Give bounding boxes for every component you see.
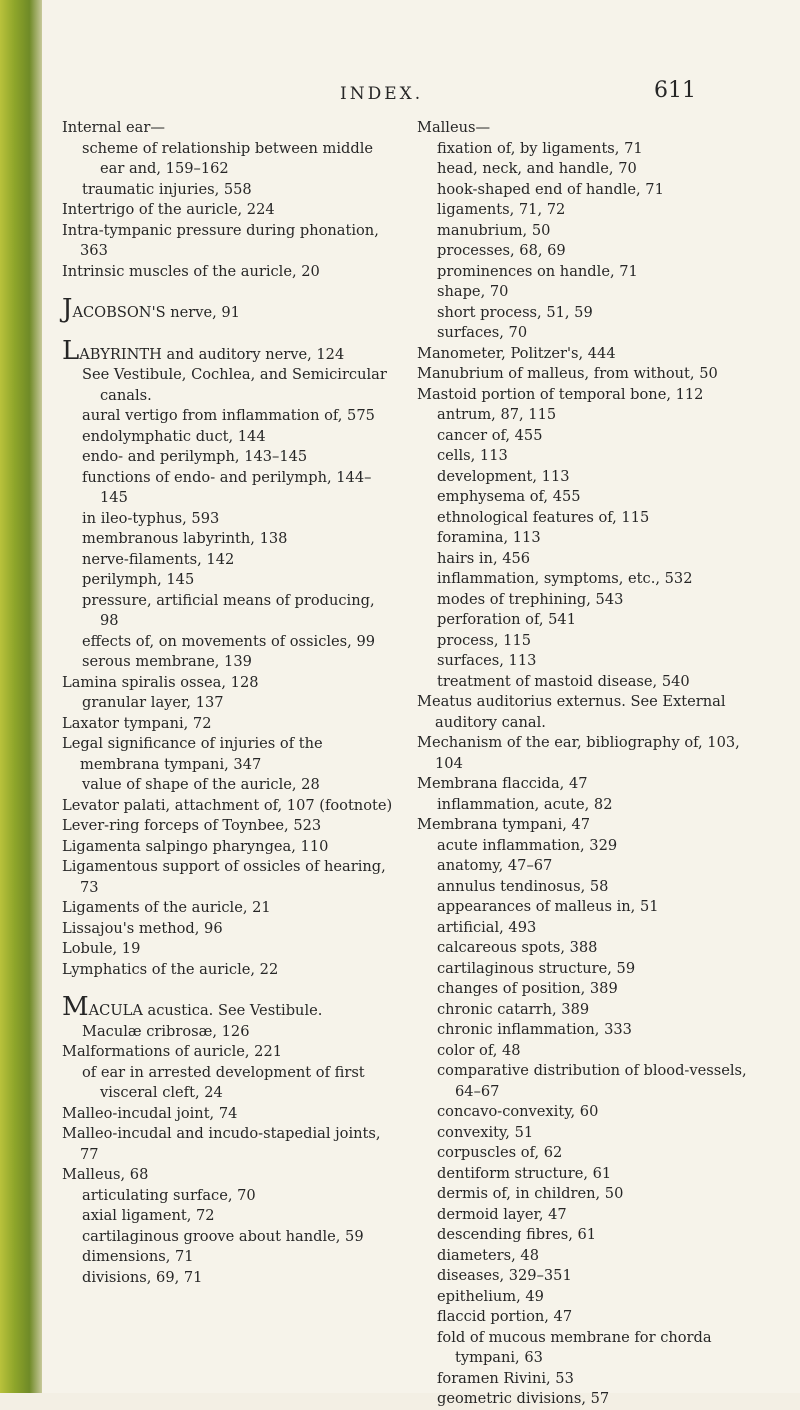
index-subentry: endo- and perilymph, 143–145	[82, 448, 308, 465]
index-subentry: surfaces, 113	[437, 652, 537, 669]
index-subentry: perilymph, 145	[82, 571, 195, 588]
index-subentry: appearances of malleus in, 51	[437, 898, 659, 915]
index-subentry: concavo-convexity, 60	[437, 1103, 599, 1120]
index-entry: Intertrigo of the auricle, 224	[62, 201, 275, 218]
index-subentry: scheme of relationship between middle ear and, 159–162	[82, 139, 374, 177]
index-entry: Malformations of auricle, 221	[62, 1043, 283, 1060]
index-subentry: modes of trephining, 543	[437, 590, 624, 608]
index-subentry: dermoid layer, 47	[437, 1205, 567, 1223]
index-entry: Lamina spiralis ossea, 128	[62, 673, 259, 691]
index-subentry: corpuscles of, 62	[437, 1144, 563, 1161]
index-entry	[62, 992, 397, 1022]
index-subentry: antrum, 87, 115	[437, 406, 557, 423]
index-entry: Legal significance of injuries of the membrana tympani, 347	[62, 735, 323, 773]
index-column-right	[417, 118, 752, 1410]
index-subentry: cartilaginous groove about handle, 59	[82, 1227, 364, 1245]
index-entry: Malleo-incudal and incudo-stapedial joints, 77	[62, 1125, 381, 1163]
index-entry: Intrinsic muscles of the auricle, 20	[62, 262, 320, 280]
section-gap	[62, 282, 397, 300]
index-entry	[62, 294, 397, 324]
index-subentry: epithelium, 49	[437, 1287, 544, 1305]
book-spine-edge	[0, 0, 42, 1393]
section-gap	[62, 980, 397, 998]
index-subentry: inflammation, acute, 82	[437, 795, 613, 813]
index-subentry: functions of endo- and perilymph, 144–145	[82, 468, 372, 506]
index-entry: Lobule, 19	[62, 940, 141, 957]
index-entry: Levator palati, attachment of, 107 (footnote)	[62, 796, 393, 814]
index-subentry: surfaces, 70	[437, 324, 528, 341]
index-entry	[62, 335, 397, 366]
index-subentry: convexity, 51	[437, 1123, 534, 1141]
index-subentry: articulating surface, 70	[82, 1186, 256, 1204]
index-subentry: perforation of, 541	[437, 611, 576, 628]
index-entry: Internal ear—	[62, 119, 165, 136]
index-subentry: color of, 48	[437, 1041, 521, 1059]
index-subentry: short process, 51, 59	[437, 303, 593, 321]
index-entry: Lever-ring forceps of Toynbee, 523	[62, 817, 322, 834]
index-subentry: geometric divisions, 57	[437, 1390, 610, 1407]
index-subentry: process, 115	[437, 631, 532, 649]
index-entry-text: ACULA acustica. See Vestibule.	[88, 1002, 323, 1019]
index-subentry: pressure, artificial means of producing, 98	[82, 591, 375, 629]
index-subentry: prominences on handle, 71	[437, 262, 638, 280]
running-head: INDEX.	[340, 84, 424, 104]
index-subentry: See Vestibule, Cochlea, and Semicircular canals.	[82, 366, 387, 404]
index-subentry: acute inflammation, 329	[437, 836, 618, 854]
index-subentry: hairs in, 456	[437, 549, 531, 567]
index-subentry: cells, 113	[437, 447, 508, 464]
index-column-left	[62, 118, 397, 1288]
index-subentry: in ileo-typhus, 593	[82, 509, 220, 527]
index-subentry: cartilaginous structure, 59	[437, 959, 636, 977]
index-page	[42, 0, 800, 1407]
index-subentry: treatment of mastoid disease, 540	[437, 672, 690, 690]
index-subentry: membranous labyrinth, 138	[82, 530, 288, 547]
section-initial: J	[62, 294, 73, 324]
index-subentry: ligaments, 71, 72	[437, 201, 566, 218]
index-subentry: inflammation, symptoms, etc., 532	[437, 570, 693, 587]
index-subentry: changes of position, 389	[437, 980, 618, 997]
index-entry: Laxator tympani, 72	[62, 714, 212, 732]
index-subentry: foramen Rivini, 53	[437, 1369, 574, 1387]
index-subentry: comparative distribution of blood-vessels, 64–67	[437, 1062, 747, 1100]
index-subentry: fold of mucous membrane for chorda tympani, 63	[437, 1328, 712, 1366]
index-subentry: processes, 68, 69	[437, 242, 566, 259]
index-subentry: shape, 70	[437, 283, 509, 300]
index-subentry: traumatic injuries, 558	[82, 180, 252, 198]
index-entry: Ligamenta salpingo pharyngea, 110	[62, 837, 329, 855]
index-subentry: hook-shaped end of handle, 71	[437, 180, 664, 198]
index-entry: Manometer, Politzer's, 444	[417, 344, 616, 362]
index-entry: Malleo-incudal joint, 74	[62, 1104, 238, 1122]
index-subentry: head, neck, and handle, 70	[437, 160, 637, 177]
index-subentry: diameters, 48	[437, 1246, 539, 1264]
index-entry: Mechanism of the ear, bibliography of, 103, 104	[417, 734, 740, 772]
index-subentry: serous membrane, 139	[82, 653, 252, 670]
index-subentry: ethnological features of, 115	[437, 508, 650, 526]
index-subentry: chronic inflammation, 333	[437, 1021, 632, 1038]
index-subentry: diseases, 329–351	[437, 1267, 572, 1284]
index-subentry: granular layer, 137	[82, 694, 224, 711]
index-subentry: divisions, 69, 71	[82, 1268, 203, 1286]
index-subentry: annulus tendinosus, 58	[437, 877, 609, 895]
index-subentry: manubrium, 50	[437, 221, 551, 239]
index-entry: Manubrium of malleus, from without, 50	[417, 365, 718, 382]
index-entry-text: ABYRINTH and auditory nerve, 124	[79, 345, 345, 363]
index-subentry: endolymphatic duct, 144	[82, 427, 266, 445]
index-subentry: of ear in arrested development of first visceral cleft, 24	[82, 1063, 365, 1101]
index-subentry: emphysema of, 455	[437, 488, 581, 505]
index-entry: Malleus, 68	[62, 1166, 149, 1183]
index-subentry: dimensions, 71	[82, 1248, 194, 1265]
index-subentry: development, 113	[437, 467, 570, 485]
index-subentry: dermis of, in children, 50	[437, 1185, 624, 1202]
index-subentry: descending fibres, 61	[437, 1226, 597, 1243]
index-entry: Membrana flaccida, 47	[417, 775, 588, 792]
index-subentry: chronic catarrh, 389	[437, 1000, 590, 1018]
page-header	[42, 78, 800, 108]
index-entry: Ligaments of the auricle, 21	[62, 899, 271, 916]
index-subentry: artificial, 493	[437, 918, 537, 936]
index-subentry: dentiform structure, 61	[437, 1164, 612, 1182]
index-entry: Lissajou's method, 96	[62, 919, 223, 937]
index-subentry: value of shape of the auricle, 28	[82, 776, 320, 793]
index-entry: Ligamentous support of ossicles of hearing, 73	[62, 858, 386, 896]
index-subentry: foramina, 113	[437, 529, 541, 546]
index-subentry: Maculæ cribrosæ, 126	[82, 1022, 250, 1040]
index-subentry: fixation of, by ligaments, 71	[437, 139, 643, 157]
index-entry: Malleus—	[417, 119, 491, 136]
index-entry: Intra-tympanic pressure during phonation, 363	[62, 221, 379, 259]
index-subentry: anatomy, 47–67	[437, 857, 553, 874]
index-subentry: aural vertigo from inflammation of, 575	[82, 407, 375, 424]
section-initial: L	[62, 335, 80, 366]
index-subentry: flaccid portion, 47	[437, 1308, 573, 1325]
index-entry: Mastoid portion of temporal bone, 112	[417, 385, 704, 403]
section-initial: M	[62, 992, 89, 1022]
index-subentry: cancer of, 455	[437, 426, 543, 444]
index-entry: Membrana tympani, 47	[417, 816, 591, 833]
index-subentry: nerve-filaments, 142	[82, 550, 235, 568]
section-gap	[62, 324, 397, 342]
index-subentry: axial ligament, 72	[82, 1207, 215, 1224]
index-entry: Lymphatics of the auricle, 22	[62, 960, 279, 978]
page-number: 611	[654, 78, 696, 103]
index-entry-text: ACOBSON'S nerve, 91	[72, 304, 240, 321]
index-entry: Meatus auditorius externus. See External auditory canal.	[417, 693, 726, 731]
index-subentry: effects of, on movements of ossicles, 99	[82, 632, 376, 650]
index-subentry: calcareous spots, 388	[437, 939, 598, 956]
